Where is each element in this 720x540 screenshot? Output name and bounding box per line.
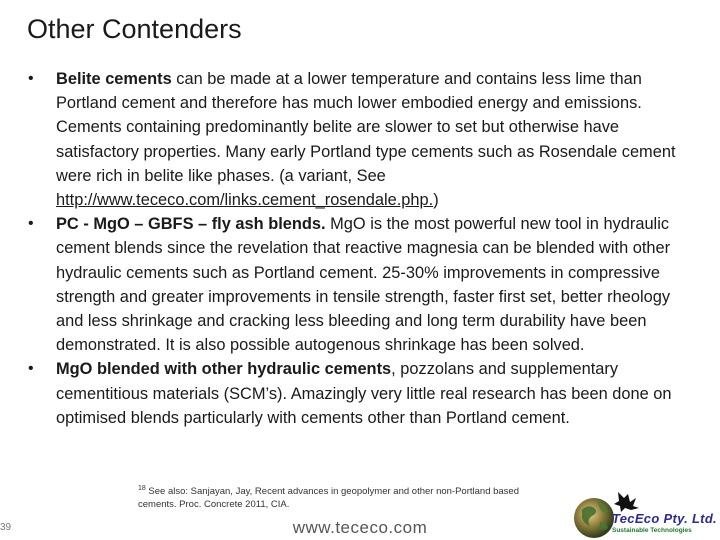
footnote-marker: 18 [138,485,146,492]
bullet-text-end: ) [433,191,439,210]
bullet-dot-icon: • [28,360,34,378]
footnote [138,482,558,511]
bullet-text: , pozzolans and supplementary cementitious materials (SCM’s). Amazingly very little real research has been done on optimised blends particularly with cements other than Portland cement. [56,360,672,427]
slide-title: Other Contenders [27,14,242,44]
bullet-pc-mgo [28,212,688,357]
bullet-lead: PC - MgO – GBFS – fly ash blends. [56,215,326,234]
site-url[interactable]: www.tececo.com [292,518,428,537]
bullet-text: MgO is the most powerful new tool in hydraulic cement blends since the revelation that reactive magnesia can be blended with other hydraulic cements such as Portland cement. 25-30% improvements in compressive strength and greater improvements in tensile strength, faster first set, better rheology and less shrinkage and cracking less bleeding and long term durability have been demonstrated. It is also possible autogenous shrinkage has been solved. [56,215,671,355]
bullet-dot-icon: • [28,215,34,233]
bullet-belite [28,67,688,212]
bullet-text: can be made at a lower temperature and contains less lime than Portland cement and therefore has much lower embodied energy and emissions. Cements containing predominantly belite are slower to set but otherwise have satisfactory properties. Many early Portland type cements such as Rosendale cement were rich in belite like phases. (a variant, See [56,70,676,185]
bullet-lead: MgO blended with other hydraulic cements [56,360,392,379]
logo-tagline: Sustainable Technologies [612,527,692,534]
footnote-text: See also: Sanjayan, Jay, Recent advances in geopolymer and other non-Portland based cements. Proc. Concrete 2011, CIA. [138,486,519,511]
bullet-mgo-blended [28,357,688,430]
slide-number: 39 [0,522,12,533]
logo-name: TecEco Pty. Ltd. [612,511,717,526]
bullet-lead: Belite cements [56,70,172,88]
bullet-list [28,67,688,430]
rosendale-link[interactable]: http://www.tececo.com/links.cement_rosendale.php. [56,191,434,210]
bullet-dot-icon: • [28,70,34,87]
